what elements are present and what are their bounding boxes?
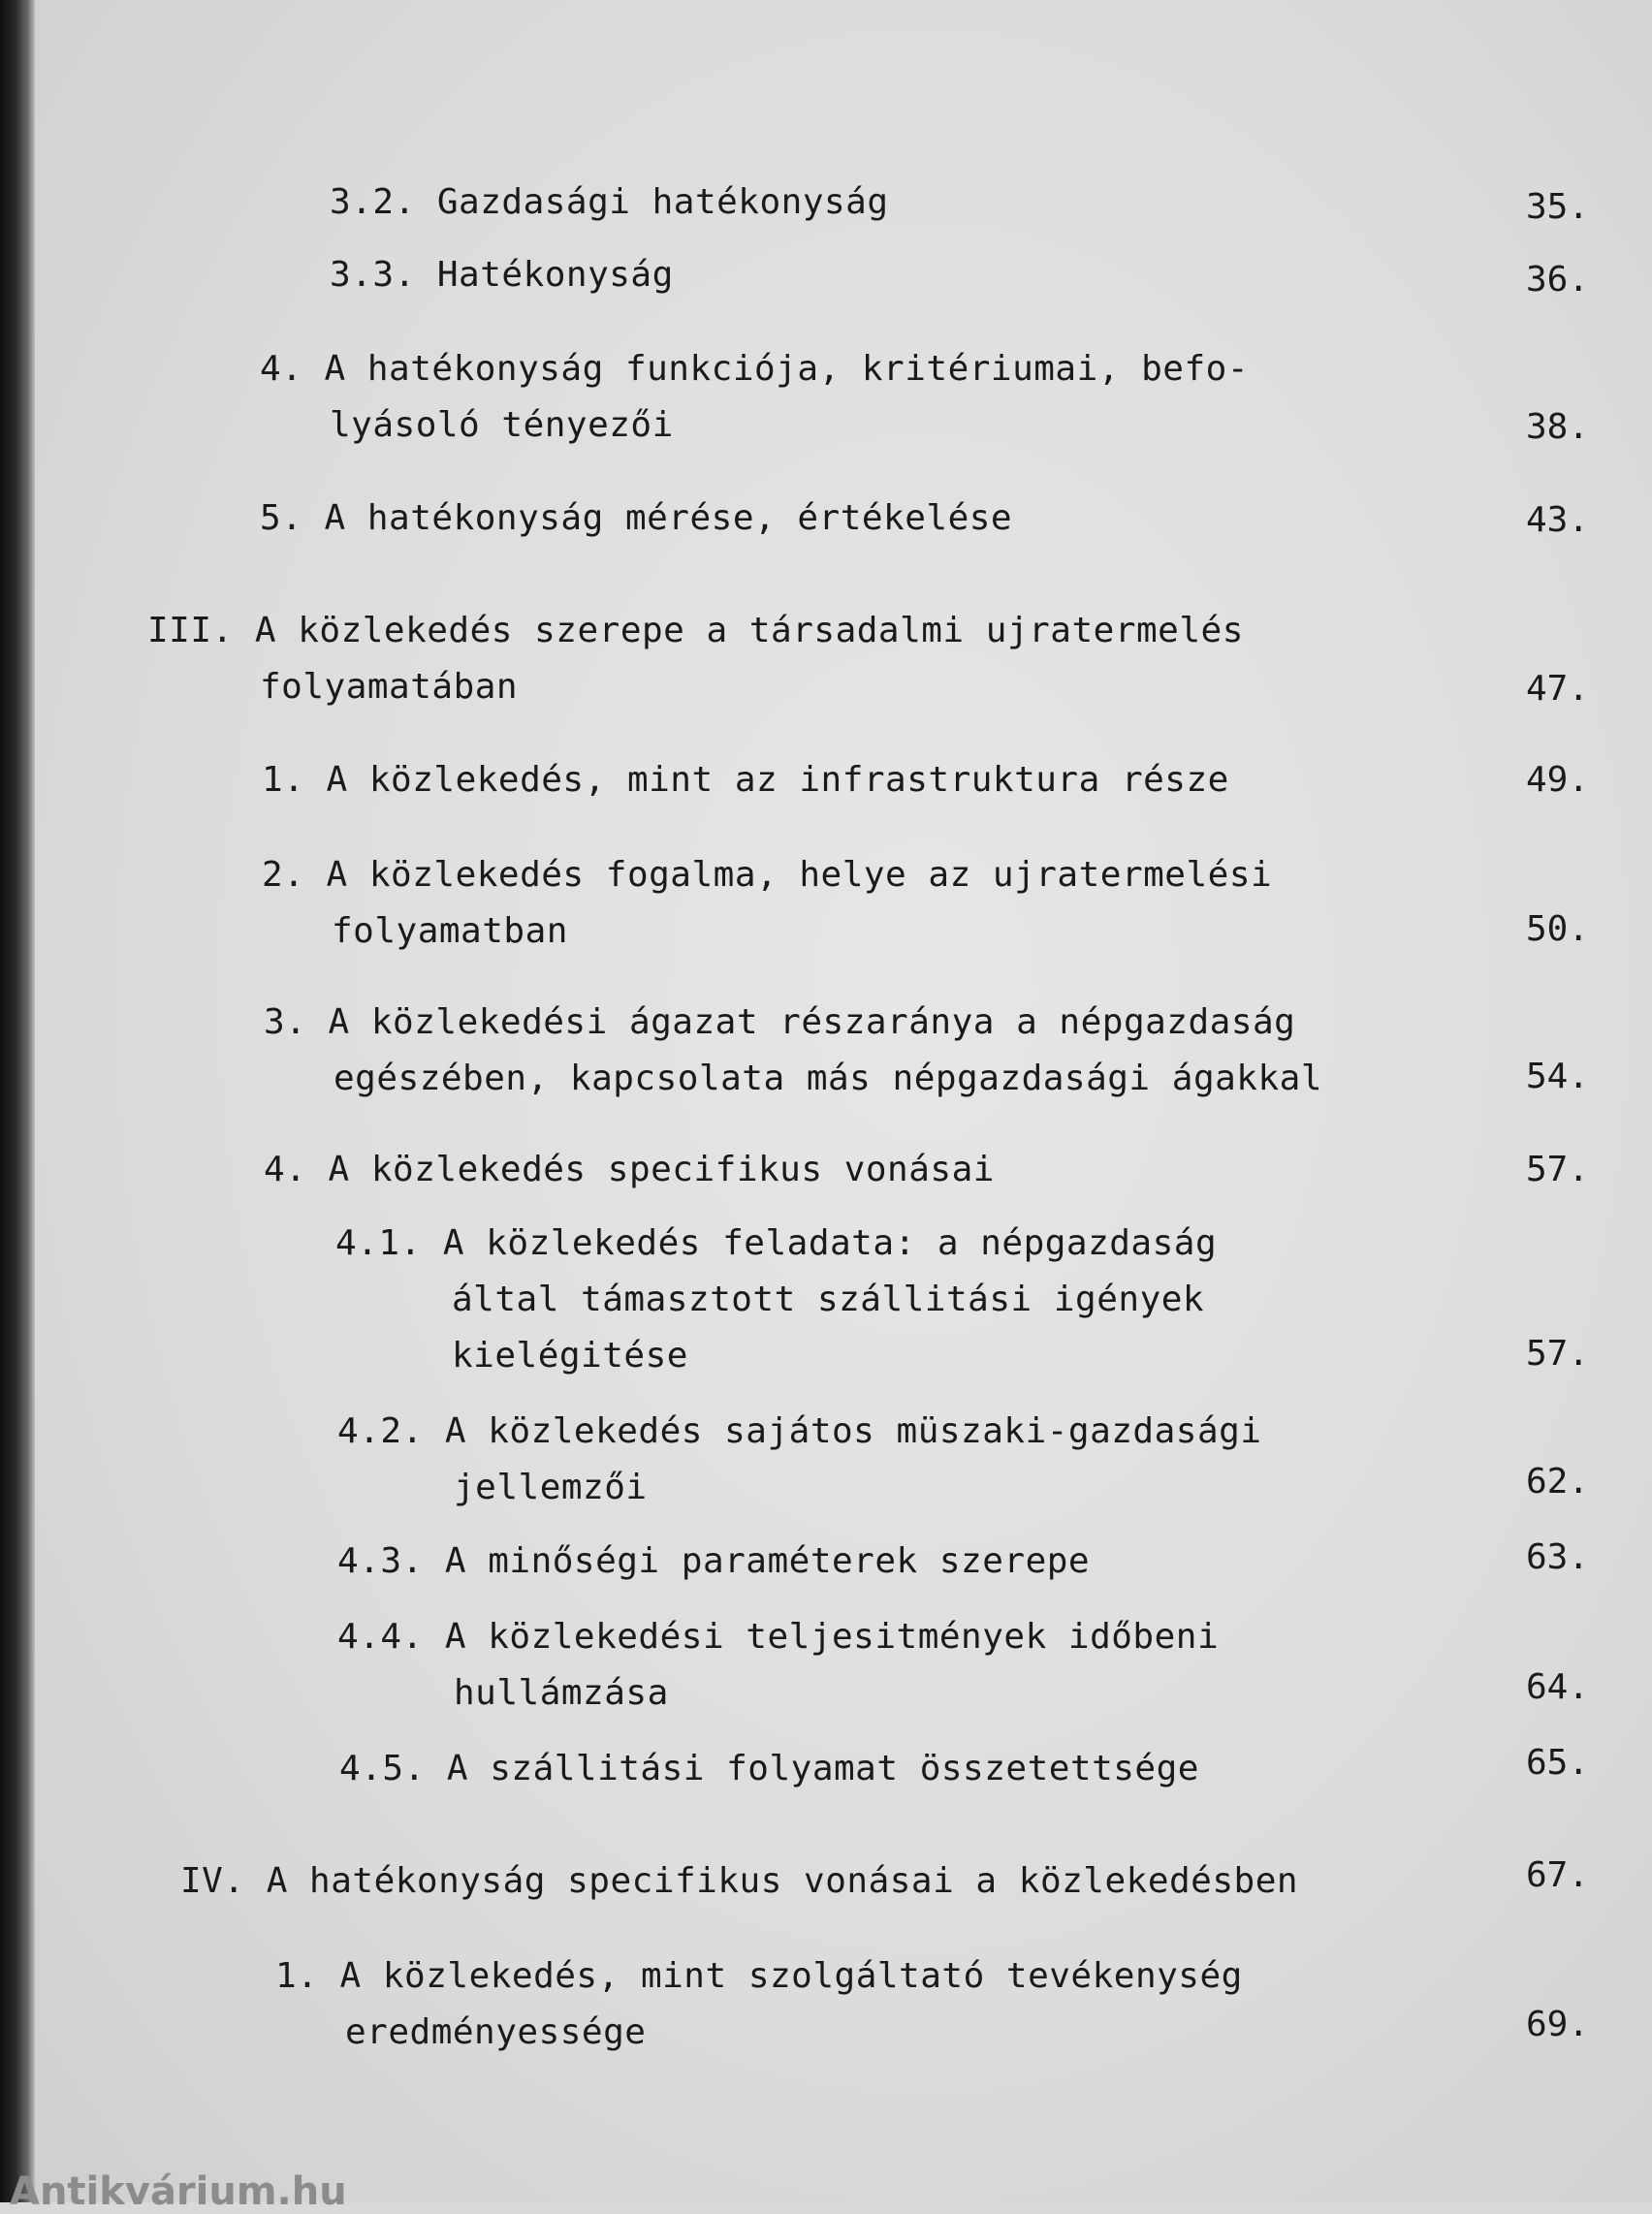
toc-page-number: 50. — [1526, 909, 1590, 949]
toc-page-number: 54. — [1526, 1057, 1590, 1096]
toc-entry-title: lyásoló tényezői — [330, 405, 674, 445]
toc-entry-title: 4.2. A közlekedés sajátos müszaki-gazdasági — [337, 1411, 1262, 1451]
toc-page-number: 57. — [1526, 1334, 1590, 1374]
toc-entry-title: eredményessége — [345, 2012, 647, 2052]
toc-page-number: 69. — [1526, 2005, 1590, 2044]
toc-entry-title: 2. A közlekedés fogalma, helye az ujratermelési — [262, 855, 1273, 895]
toc-entry — [147, 603, 1244, 715]
toc-entry — [260, 490, 1012, 547]
toc-entry-title: IV. A hatékonyság specifikus vonásai a közlekedésben — [180, 1861, 1299, 1901]
toc-entry — [330, 247, 674, 303]
toc-page-number: 36. — [1526, 260, 1590, 300]
toc-entry — [180, 1853, 1298, 1910]
toc-entry — [264, 995, 1322, 1107]
toc-entry-title: hullámzása — [454, 1673, 669, 1713]
toc-entry — [337, 1404, 1261, 1516]
toc-entry-title: 4. A hatékonyság funkciója, kritériumai, befo- — [260, 349, 1249, 389]
toc-entry — [262, 847, 1272, 960]
toc-entry — [260, 341, 1249, 454]
toc-entry-title: 5. A hatékonyság mérése, értékelése — [260, 498, 1013, 538]
toc-page-number: 65. — [1526, 1743, 1590, 1783]
toc-entry-title: 4.4. A közlekedési teljesitmények időbeni — [337, 1617, 1220, 1657]
book-binding-shadow — [0, 0, 35, 2202]
toc-entry-title: által támasztott szállitási igények — [452, 1280, 1205, 1319]
toc-entry-title: folyamatában — [260, 667, 519, 707]
toc-entry-title: jellemzői — [454, 1468, 648, 1507]
toc-page-number: 49. — [1526, 760, 1590, 800]
toc-entry-title: 1. A közlekedés, mint az infrastruktura része — [262, 760, 1229, 800]
toc-entry — [264, 1142, 995, 1198]
toc-page-number: 62. — [1526, 1462, 1590, 1502]
toc-entry — [337, 1534, 1090, 1590]
toc-entry-title: kielégitése — [452, 1336, 688, 1376]
toc-entry-title: 4.3. A minőségi paraméterek szerepe — [337, 1541, 1091, 1581]
toc-entry-title: 1. A közlekedés, mint szolgáltató tevékenység — [275, 1956, 1243, 1996]
toc-page-number: 64. — [1526, 1667, 1590, 1707]
toc-entry — [262, 752, 1229, 808]
toc-entry-title: 3.2. Gazdasági hatékonyság — [330, 182, 889, 222]
toc-entry-title: 4.1. A közlekedés feladata: a népgazdaság — [335, 1223, 1218, 1263]
toc-page-number: 63. — [1526, 1537, 1590, 1577]
toc-entry-title: 4.5. A szállitási folyamat összetettsége — [339, 1749, 1199, 1788]
toc-entry-title: 4. A közlekedés specifikus vonásai — [264, 1150, 995, 1189]
toc-entry-title: folyamatban — [332, 911, 568, 951]
document-page — [35, 0, 1652, 2202]
toc-entry — [335, 1216, 1217, 1384]
toc-entry — [330, 174, 889, 231]
toc-entry-title: 3. A közlekedési ágazat részaránya a népgazdaság — [264, 1002, 1296, 1042]
toc-page-number: 38. — [1526, 407, 1590, 447]
toc-entry-title: egészében, kapcsolata más népgazdasági ágakkal — [334, 1059, 1322, 1098]
toc-page-number: 57. — [1526, 1150, 1590, 1189]
watermark: Antikvárium.hu — [10, 2169, 347, 2214]
toc-page-number: 47. — [1526, 669, 1590, 709]
toc-page-number: 67. — [1526, 1855, 1590, 1895]
toc-page-number: 43. — [1526, 500, 1590, 540]
toc-page-number: 35. — [1526, 187, 1590, 227]
toc-entry — [337, 1609, 1219, 1722]
toc-entry-title: 3.3. Hatékonyság — [330, 255, 674, 295]
toc-entry-title: III. A közlekedés szerepe a társadalmi ujratermelés — [147, 611, 1244, 650]
toc-entry — [275, 1948, 1243, 2061]
toc-entry — [339, 1741, 1199, 1797]
